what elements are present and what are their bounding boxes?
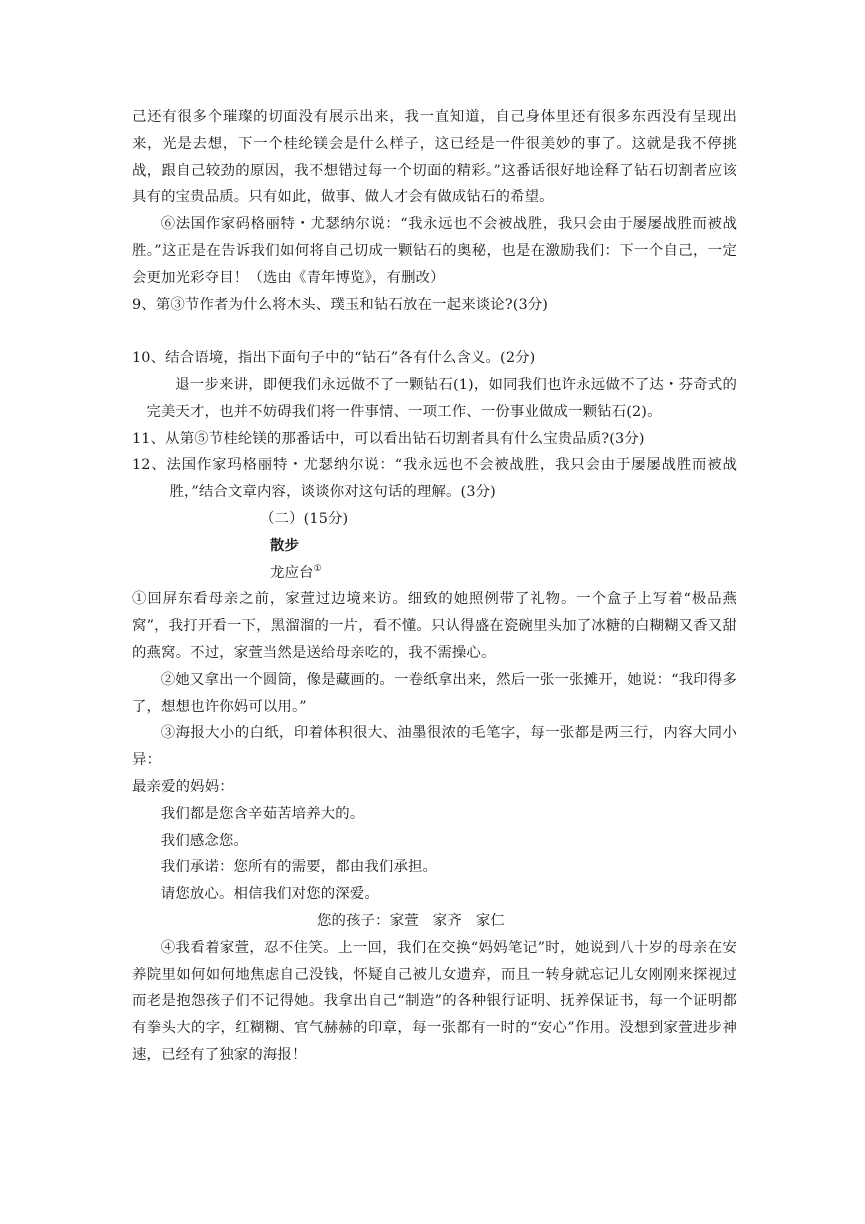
poster-line-3: 我们承诺：您所有的需要，都由我们承担。 <box>160 859 438 876</box>
story-paragraph-4: ④我看着家萱，忍不住笑。上一回，我们在交换“妈妈笔记”时，她说到八十岁的母亲在安养院里如何如何地焦虑自己没钱，怀疑自己被儿女遗弃，而且一转身就忘记儿女刚刚来探视过而老是抱怨孩子们不记得她。我拿出自己“制造”的各种银行证明、抚养保证书，每一个证明都有拳头大的字，红糊糊、官气赫赫的印章，每一张都有一时的“安心”作用。没想到家萱进步神速，已经有了独家的海报！ <box>132 939 737 1063</box>
poster-sign-1: 您的孩子：家萱 <box>317 912 419 929</box>
article-title: 散步 <box>270 537 300 554</box>
question-12: 12、法国作家玛格丽特・尤瑟纳尔说：“我永远也不会被战胜，我只会由于屡屡战胜而被战胜，”结合文章内容，谈谈你对这句话的理解。(3分) <box>132 457 737 501</box>
poster-sign-3: 家仁 <box>475 912 505 929</box>
question-9: 9、第③节作者为什么将木头、璞玉和钻石放在一起来谈论?(3分) <box>132 296 549 313</box>
question-10-quote: 退一步来讲，即便我们永远做不了一颗钻石(1)，如同我们也许永远做不了达・芬奇式的完美天才，也并不妨碍我们将一件事情、一项工作、一份事业做成一颗钻石(2)。 <box>146 376 737 420</box>
story-paragraph-1: ①回屏东看母亲之前，家萱过边境来访。细致的她照例带了礼物。一个盒子上写着“极品燕窝”，我打开看一下，黑溜溜的一片，看不懂。只认得盛在瓷碗里头加了冰糖的白糊糊又香又甜的燕窝。不过，家萱当然是送给母亲吃的，我不需操心。 <box>132 591 737 661</box>
answer-space-9 <box>132 318 737 345</box>
poster-line-4: 请您放心。相信我们对您的深爱。 <box>160 886 379 903</box>
article-author <box>132 560 737 587</box>
poster-sign-2: 家齐 <box>432 912 462 929</box>
poster-salutation: 最亲爱的妈妈： <box>132 778 234 795</box>
poster-line-1: 我们都是您含辛茹苦培养大的。 <box>160 805 365 822</box>
story-paragraph-2: ②她又拿出一个圆筒，像是藏画的。一卷纸拿出来，然后一张一张摊开，她说：“我印得多了，想想也许你妈可以用。” <box>132 671 737 715</box>
document-body <box>132 104 737 1069</box>
question-10: 10、结合语境，指出下面句子中的“钻石”各有什么含义。(2分) <box>132 350 536 367</box>
story-paragraph-3: ③海报大小的白纸，印着体积很大、油墨很浓的毛笔字，每一张都是两三行，内容大同小异： <box>132 725 737 769</box>
author-name: 龙应台 <box>270 564 314 581</box>
section-heading: （二）(15分) <box>260 510 349 527</box>
author-footnote-mark: ① <box>313 563 322 574</box>
paragraph-continuation: 己还有很多个璀璨的切面没有展示出来，我一直知道，自己身体里还有很多东西没有呈现出来，光是去想，下一个桂纶镁会是什么样子，这已经是一件很美妙的事了。这就是我不停挑战，跟自己较劲的原因，我不想错过每一个切面的精彩。”这番话很好地诠释了钻石切割者应该具有的宝贵品质。只有如此，做事、做人才会有做成钻石的希望。 <box>132 109 737 206</box>
paragraph-6: ⑥法国作家码格丽特・尤瑟纳尔说：“我永远也不会被战胜，我只会由于屡屡战胜而被战胜。”这正是在告诉我们如何将自己切成一颗钻石的奥秘，也是在激励我们：下一个自己，一定会更加光彩夺目！（选由《青年博览》，有删改） <box>132 216 737 286</box>
poster-line-2: 我们感念您。 <box>160 832 249 849</box>
question-11: 11、从第⑤节桂纶镁的那番话中，可以看出钻石切割者具有什么宝贵品质?(3分) <box>132 430 645 447</box>
poster-signature <box>132 908 737 935</box>
